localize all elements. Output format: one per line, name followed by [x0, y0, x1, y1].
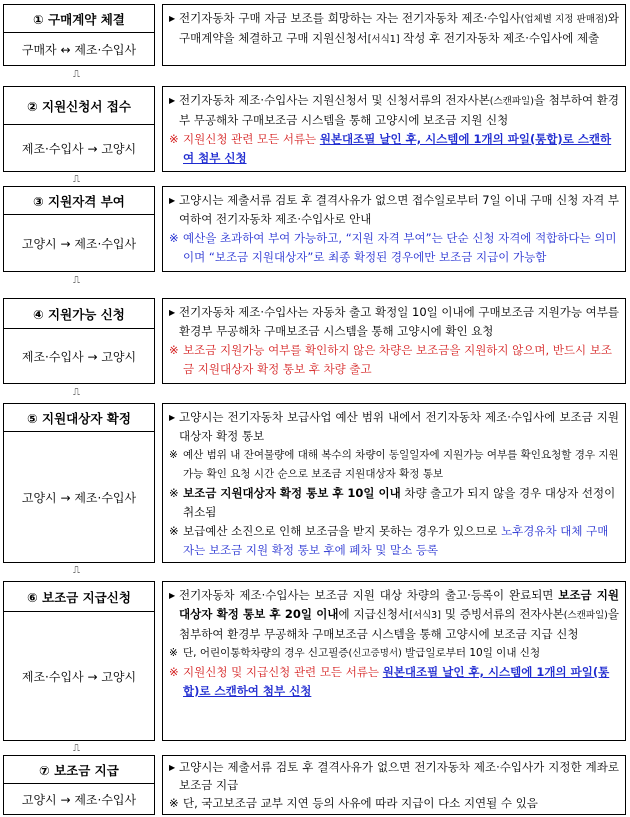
step-6-flow: 제조·수입사 → 고양시: [21, 669, 137, 684]
flow-arrow-icon: ⎍: [73, 69, 80, 80]
step-1-label-box: [3, 4, 155, 66]
bullet-icon: ▶: [169, 308, 176, 317]
step-3-description: ▶ 고양시는 제출서류 검토 후 결격사유가 없으면 접수일로부터 7일 이내 구매 신청 자격 부여하여 전기자동차 제조·수입사로 안내 ※ 예산을 초과하여 부여 가능하고, “지원 자격 부여”는 단순 신청 자격에 적합하다는 의미이며 “보조금 지원대상자”로 최종 확정된 경우에만 보조금 지급이 가능함: [162, 186, 626, 272]
bullet-icon: ▶: [169, 196, 176, 205]
step-7-description: ▶ 고양시는 제출서류 검토 후 결격사유가 없으면 전기자동차 제조·수입사가 지정한 계좌로 보조금 지급 ※ 단, 국고보조금 교부 지연 등의 사유에 따라 지급이 다소 지연될 수 있음: [162, 755, 626, 815]
step-4-description: ▶ 전기자동차 제조·수입사는 자동차 출고 확정일 10일 이내에 구매보조금 지원가능 여부를 환경부 무공해차 구매보조금 시스템을 통해 고양시에 확인 요청 ※ 보조금 지원가능 여부를 확인하지 않은 차량은 보조금을 지원하지 않으며, 반드시 보조금 지원대상자 확정 통보 후 차량 출고: [162, 298, 626, 384]
step-5-title: ⑤ 지원대상자 확정: [4, 404, 154, 432]
step-6: [0, 581, 630, 741]
bullet-icon: ▶: [169, 591, 176, 600]
step-7-flow: 고양시 → 제조·수입사: [21, 792, 137, 807]
step-6-title: ⑥ 보조금 지급신청: [4, 582, 154, 612]
step-6-description: ▶ 전기자동차 제조·수입사는 보조금 지원 대상 차량의 출고·등록이 완료되면 보조금 지원대상자 확정 통보 후 20일 이내에 지급신청서[서식3] 및 증빙서류의 전자사본(스캔파일)을 첨부하여 환경부 무공해차 구매보조금 시스템을 통해 고양시에 보조금 지급 신청 ※ 단, 어린이통학차량의 경우 신고필증(신고증명서) 발급일로부터 10일 이내 신청 ※ 지원신청 및 지급신청 관련 모든 서류는 원본대조필 날인 후, 시스템에 1개의 파일(통합)로 스캔하여 첨부 신청: [162, 581, 626, 741]
step-2: [0, 86, 630, 172]
step-3-flow: 고양시 → 제조·수입사: [21, 236, 137, 251]
bullet-icon: ▶: [169, 96, 176, 105]
step-3-label-box: [3, 186, 155, 272]
step-7-title: ⑦ 보조금 지급: [4, 756, 154, 784]
flow-arrow-icon: ⎍: [73, 565, 80, 576]
step-1: [0, 4, 630, 66]
step-2-title: ② 지원신청서 접수: [4, 87, 154, 125]
flow-arrow-icon: ⎍: [73, 275, 80, 286]
step-3: [0, 186, 630, 272]
step-5-flow: 고양시 → 제조·수입사: [21, 490, 137, 505]
step-5-description: ▶ 고양시는 전기자동차 보급사업 예산 범위 내에서 전기자동차 제조·수입사에 보조금 지원대상자 확정 통보 ※ 예산 범위 내 잔여물량에 대해 복수의 차량이 동일일자에 지원가능 여부를 확인요청할 경우 지원가능 확인 요청 시간 순으로 보조금 지원대상자 확정 통보 ※ 보조금 지원대상자 확정 통보 후 10일 이내 차량 출고가 되지 않을 경우 대상자 선정이 취소됨 ※ 보급예산 소진으로 인해 보조금을 받지 못하는 경우가 있으므로 노후경유차 대체 구매자는 보조금 지원 확정 통보 후에 폐차 및 말소 등록: [162, 403, 626, 563]
step-4-label-box: [3, 298, 155, 384]
step-2-label-box: [3, 86, 155, 172]
bullet-icon: ▶: [169, 14, 176, 23]
step-2-description: ▶ 전기자동차 제조·수입사는 지원신청서 및 신청서류의 전자사본(스캔파일)을 첨부하여 환경부 무공해차 구매보조금 시스템을 통해 고양시에 보조금 지원 신청 ※ 지원신청 관련 모든 서류는 원본대조필 날인 후, 시스템에 1개의 파일(통합)로 스캔하여 첨부 신청: [162, 86, 626, 172]
step-7-label-box: [3, 755, 155, 815]
step-4-title: ④ 지원가능 신청: [4, 299, 154, 329]
step-1-flow: 구매자 ↔ 제조·수입사: [21, 42, 137, 57]
step-4-flow: 제조·수입사 → 고양시: [21, 349, 137, 364]
step-1-description: ▶ 전기자동차 구매 자금 보조를 희망하는 자는 전기자동차 제조·수입사(업체별 지정 판매점)와 구매계약을 체결하고 구매 지원신청서[서식1] 작성 후 전기자동차 제조·수입사에 제출: [162, 4, 626, 66]
flow-arrow-icon: ⎍: [73, 174, 80, 185]
bullet-icon: ▶: [169, 413, 176, 422]
bullet-icon: ▶: [169, 763, 176, 772]
step-5: [0, 403, 630, 563]
flow-arrow-icon: ⎍: [73, 387, 80, 398]
step-3-title: ③ 지원자격 부여: [4, 187, 154, 215]
step-6-label-box: [3, 581, 155, 741]
step-1-title: ① 구매계약 체결: [4, 5, 154, 33]
step-2-flow: 제조·수입사 → 고양시: [21, 141, 137, 156]
flow-arrow-icon: ⎍: [73, 743, 80, 754]
step-5-label-box: [3, 403, 155, 563]
step-4: [0, 298, 630, 384]
step-7: [0, 755, 630, 815]
